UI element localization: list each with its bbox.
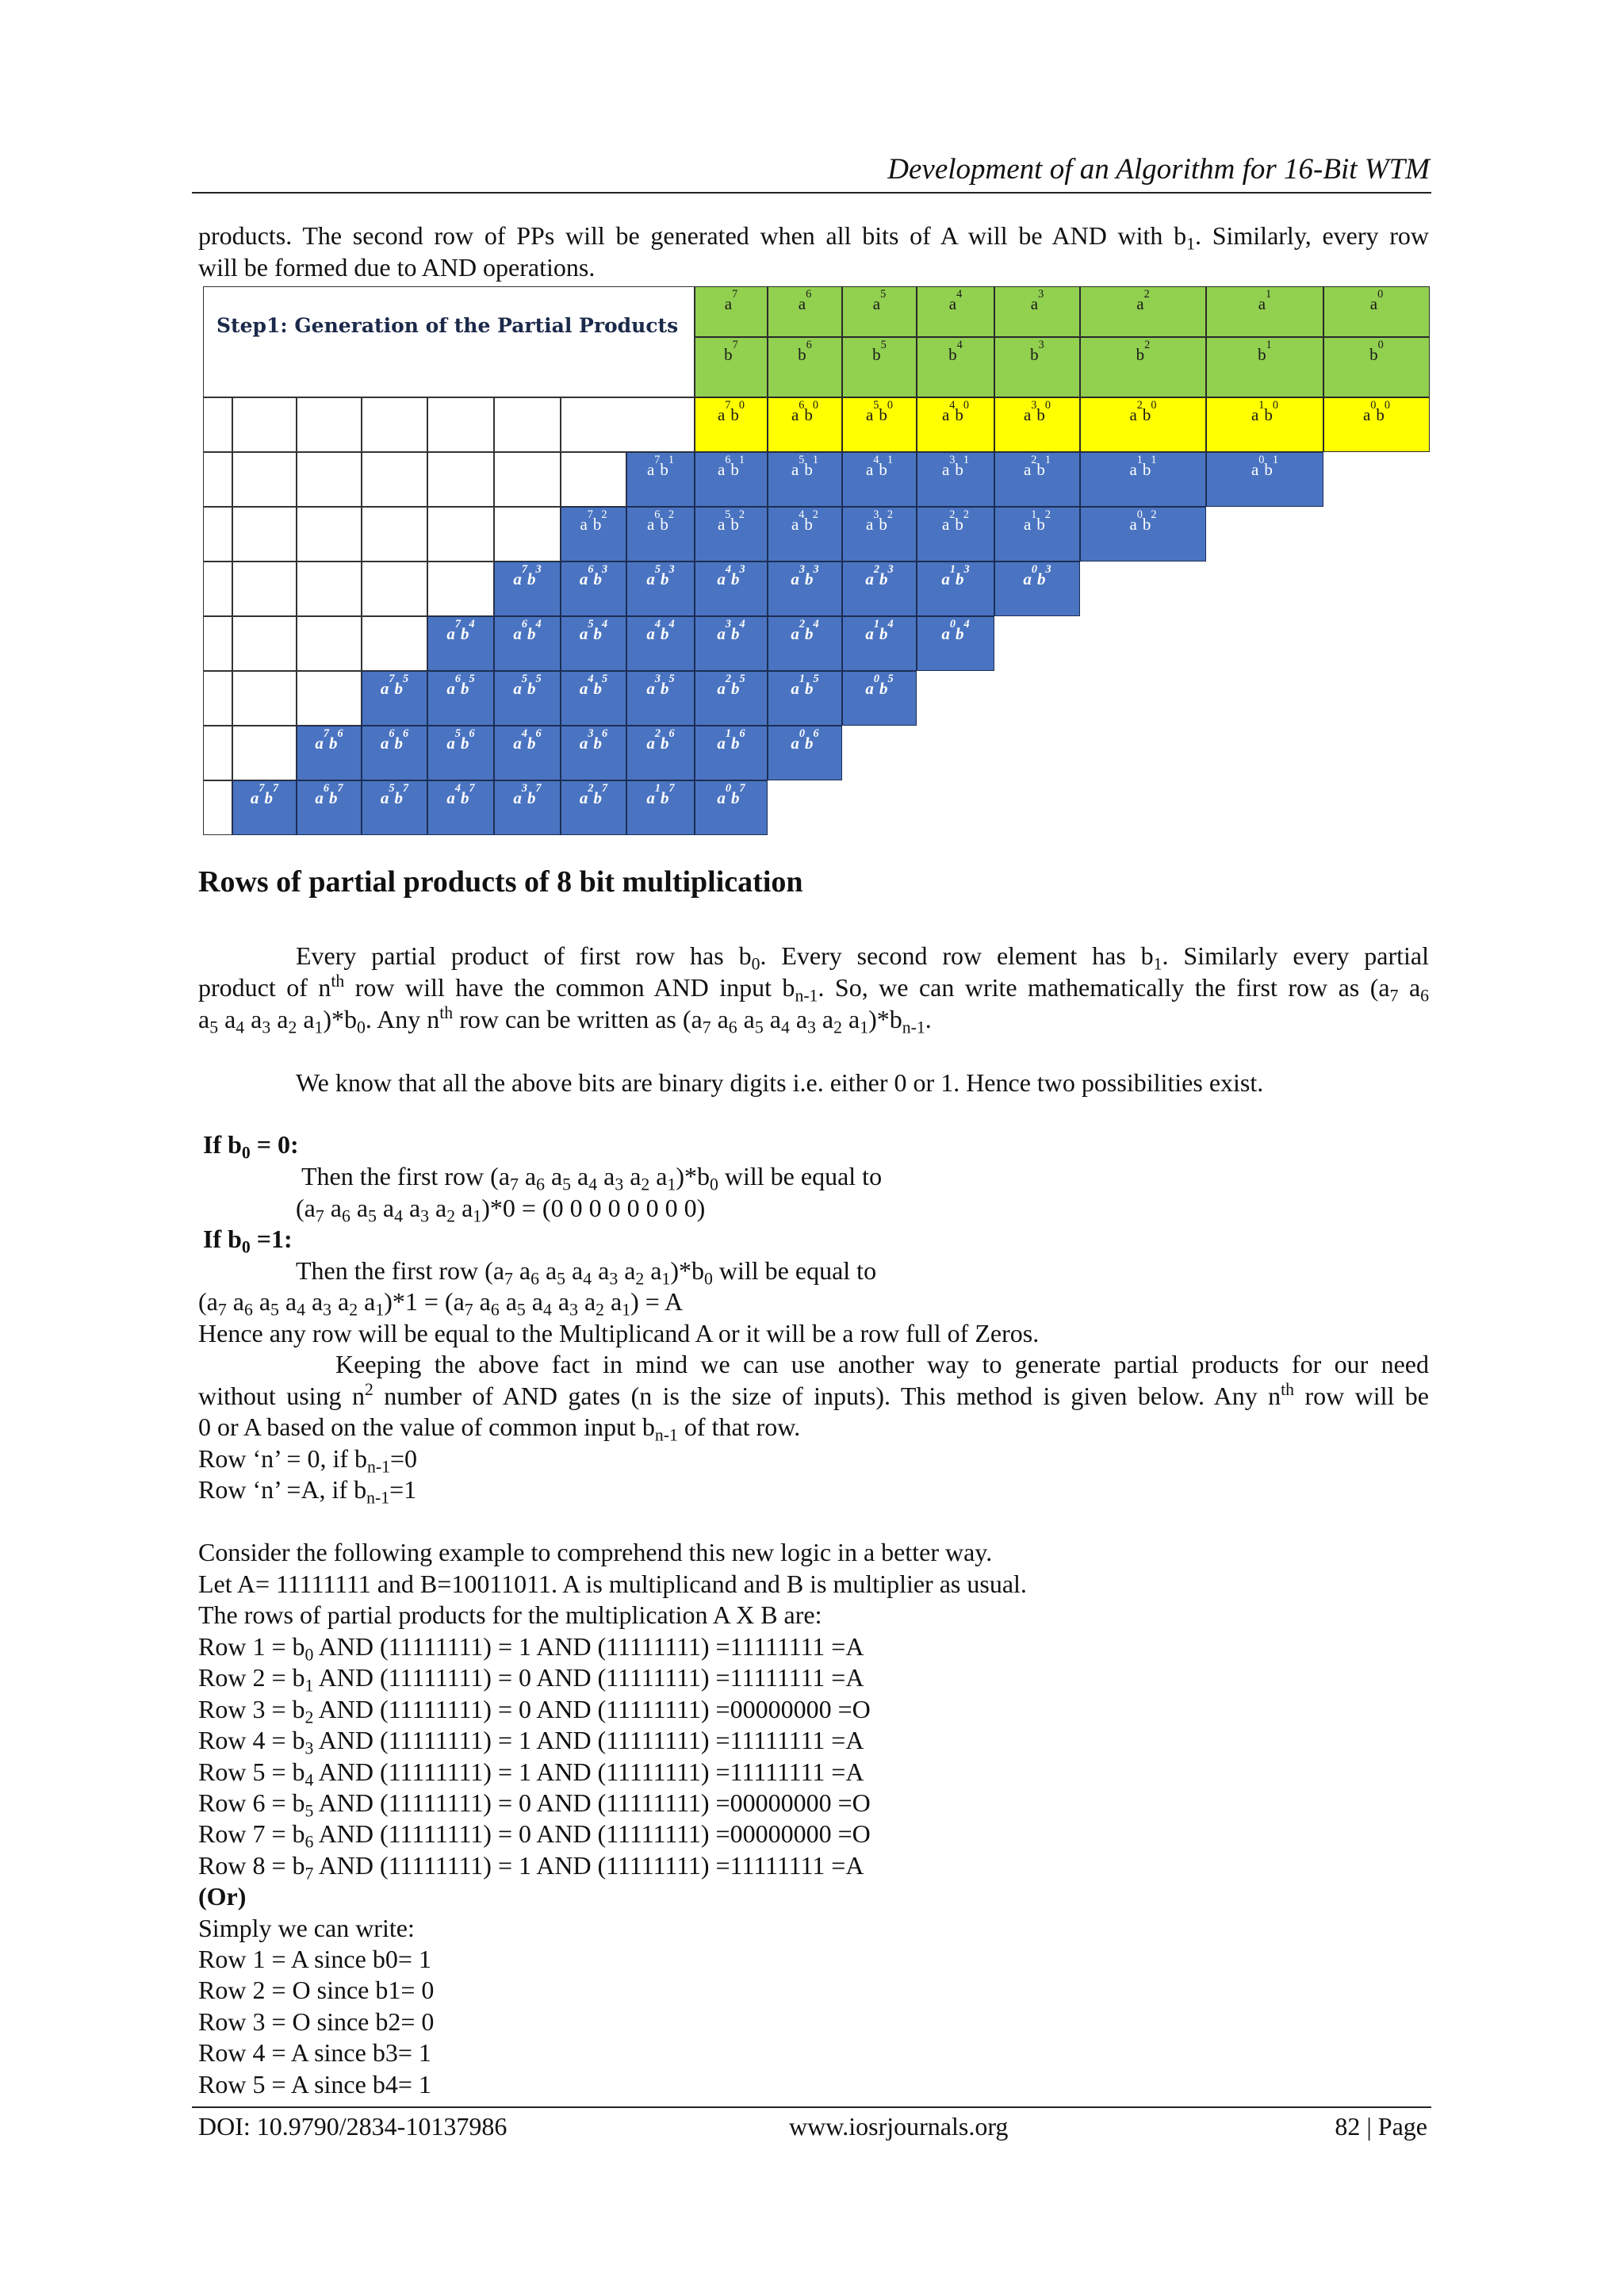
- grid-cell: [561, 452, 626, 507]
- example-intro: Consider the following example to comprehend this new logic in a better way.: [198, 1538, 993, 1566]
- example-row: Row $3 = b_2$ AND (11111111) = 0 AND (11111111) =00000000 =O: [198, 1694, 871, 1727]
- grid-cell: [427, 507, 494, 562]
- pp-cell: a 3 b 5: [626, 671, 695, 726]
- case0-line1: Then the first row ($a_7$ $a_6$ $a_5$ $a_4$ $a_3$ $a_2$ $a_1)*b_0$ will be equal to: [301, 1162, 883, 1194]
- b-cell: b 3: [994, 337, 1080, 397]
- a-cell: a 6: [768, 286, 842, 337]
- pp-cell: a 7 b 2: [561, 507, 626, 562]
- pp-cell: a 1 b 3: [917, 562, 994, 616]
- para1-line2: product of $n^{th}$ row will have the common AND input $b_{n-1}$. So, we can write mathematically the first row as ($a_7$ $a_6$: [198, 972, 1430, 1006]
- grid-cell: [297, 507, 362, 562]
- pp-cell: a 2 b 4: [768, 616, 842, 671]
- case1-label: If $b_0 =1$:: [203, 1225, 293, 1257]
- b-cell: b 7: [695, 337, 768, 397]
- grid-cell: [362, 452, 427, 507]
- grid-cell: [362, 616, 427, 671]
- pp-cell: a 5 b 6: [427, 726, 494, 780]
- a-cell: a 2: [1080, 286, 1206, 337]
- pp-cell: a 1 b 0: [1206, 397, 1323, 452]
- example-row: Row $6 = b_5$ AND (11111111) = 0 AND (11111111) =00000000 =O: [198, 1788, 871, 1821]
- a-cell: a 7: [695, 286, 768, 337]
- grid-cell: [203, 671, 232, 726]
- grid-cell: [203, 562, 232, 616]
- rule-zero: Row ‘n’ = 0, if $b_{n-1}=0$: [198, 1444, 418, 1477]
- pp-cell: a 4 b 2: [768, 507, 842, 562]
- grid-cell: [494, 452, 561, 507]
- pp-cell: a 2 b 2: [917, 507, 994, 562]
- pp-cell: a 3 b 1: [917, 452, 994, 507]
- pp-cell: a 2 b 7: [561, 780, 626, 835]
- or-label: (Or): [198, 1882, 247, 1911]
- pp-cell: a 3 b 2: [842, 507, 917, 562]
- pp-cell: a 0 b 2: [1080, 507, 1206, 562]
- grid-cell: [427, 562, 494, 616]
- pp-cell: a 7 b 4: [427, 616, 494, 671]
- pp-cell: a 4 b 3: [695, 562, 768, 616]
- pp-cell: a 4 b 5: [561, 671, 626, 726]
- footer-site: www.iosrjournals.org: [789, 2112, 1009, 2141]
- pp-cell: a 1 b 6: [695, 726, 768, 780]
- pp-cell: a 6 b 2: [626, 507, 695, 562]
- pp-cell: a 6 b 7: [297, 780, 362, 835]
- footer-rule: [192, 2106, 1431, 2108]
- example-row: Row $5 = b_4$ AND (11111111) = 1 AND (11111111) =11111111 =A: [198, 1757, 864, 1790]
- pp-cell: a 4 b 4: [626, 616, 695, 671]
- pp-cell: a 6 b 6: [362, 726, 427, 780]
- b-cell: b 5: [842, 337, 917, 397]
- pp-cell: a 2 b 6: [626, 726, 695, 780]
- grid-cell: [561, 397, 695, 452]
- grid-cell: [203, 452, 232, 507]
- pp-cell: a 3 b 6: [561, 726, 626, 780]
- pp-cell: a 5 b 5: [494, 671, 561, 726]
- pp-cell: a 7 b 6: [297, 726, 362, 780]
- pp-cell: a 5 b 3: [626, 562, 695, 616]
- pp-cell: a 5 b 1: [768, 452, 842, 507]
- para3-line1: Keeping the above fact in mind we can use another way to generate partial products for our need: [335, 1350, 1429, 1378]
- grid-cell: [232, 616, 297, 671]
- case0-label: If $b_0 = 0$:: [203, 1130, 299, 1163]
- grid-cell: [297, 671, 362, 726]
- pp-cell: a 2 b 3: [842, 562, 917, 616]
- grid-cell: [203, 780, 232, 835]
- pp-cell: a 6 b 4: [494, 616, 561, 671]
- pp-cell: a 3 b 7: [494, 780, 561, 835]
- pp-cell: a 7 b 3: [494, 562, 561, 616]
- grid-cell: [297, 452, 362, 507]
- pp-cell: a 1 b 5: [768, 671, 842, 726]
- grid-cell: [232, 507, 297, 562]
- hence-line: Hence any row will be equal to the Multiplicand A or it will be a row full of Zeros.: [198, 1319, 1040, 1347]
- example-row: Row $7 = b_6$ AND (11111111) = 0 AND (11111111) =00000000 =O: [198, 1819, 871, 1852]
- grid-cell: [362, 507, 427, 562]
- b-cell: b 2: [1080, 337, 1206, 397]
- pp-cell: a 3 b 4: [695, 616, 768, 671]
- example-row: Row $2 = b_1$ AND (11111111) = 0 AND (11111111) =11111111 =A: [198, 1663, 864, 1696]
- grid-cell: [203, 397, 232, 452]
- a-cell: a 0: [1323, 286, 1430, 337]
- grid-cell: [362, 562, 427, 616]
- pp-cell: a 4 b 0: [917, 397, 994, 452]
- a-cell: a 1: [1206, 286, 1323, 337]
- footer-page: 82 | Page: [1335, 2112, 1427, 2141]
- pp-cell: a 6 b 3: [561, 562, 626, 616]
- grid-cell: [297, 562, 362, 616]
- simple-row: Row 1 = A since b0= 1: [198, 1945, 431, 1973]
- pp-cell: a 7 b 7: [232, 780, 297, 835]
- grid-cell: [203, 616, 232, 671]
- grid-cell: [427, 452, 494, 507]
- para3-line3: 0 or A based on the value of common input $b_{n-1}$ of that row.: [198, 1412, 801, 1445]
- pp-cell: a 5 b 0: [842, 397, 917, 452]
- pp-cell: a 1 b 4: [842, 616, 917, 671]
- grid-cell: [232, 397, 297, 452]
- simple-row: Row 5 = A since b4= 1: [198, 2069, 431, 2099]
- example-row: Row $8 = b_7$ AND (11111111) = 1 AND (11111111) =11111111 =A: [198, 1850, 864, 1884]
- pp-cell: a 2 b 1: [994, 452, 1080, 507]
- pp-cell: a 5 b 4: [561, 616, 626, 671]
- b-cell: b 0: [1323, 337, 1430, 397]
- pp-cell: a 0 b 1: [1206, 452, 1323, 507]
- para1-line3: $a_5$ $a_4$ $a_3$ $a_2$ $a_1)*b_0$. Any $n^{th}$ row can be written as ($a_7$ $a_6$ $a_5$ $a_4$ $a_3$ $a_2$ $a_1)*b_{n-1}$.: [198, 1003, 932, 1037]
- grid-cell: [203, 507, 232, 562]
- grid-cell: [203, 726, 232, 780]
- pp-cell: a 4 b 6: [494, 726, 561, 780]
- grid-cell: [297, 397, 362, 452]
- intro-line-1: products. The second row of PPs will be generated when all bits of A will be AND with $b_1$. Similarly, every row: [198, 221, 1430, 254]
- step-label-box: [203, 286, 695, 397]
- grid-cell: [232, 671, 297, 726]
- pp-cell: a 0 b 5: [842, 671, 917, 726]
- footer-doi: DOI: 10.9790/2834-10137986: [198, 2112, 508, 2141]
- pp-cell: a 7 b 5: [362, 671, 427, 726]
- b-cell: b 6: [768, 337, 842, 397]
- case1-line2: ($a_7$ $a_6$ $a_5$ $a_4$ $a_3$ $a_2$ $a_1)*1 = (a_7$ $a_6$ $a_5$ $a_4$ $a_3$ $a_2$ $a_1) = A$: [198, 1287, 684, 1320]
- b-cell: b 1: [1206, 337, 1323, 397]
- intro-line-2: will be formed due to AND operations.: [198, 253, 596, 282]
- pp-cell: a 5 b 7: [362, 780, 427, 835]
- grid-cell: [427, 397, 494, 452]
- a-cell: a 3: [994, 286, 1080, 337]
- pp-cell: a 6 b 5: [427, 671, 494, 726]
- pp-cell: a 4 b 7: [427, 780, 494, 835]
- para3-line2: without using $n^2$ number of AND gates (n is the size of inputs). This method is given below. Any $n^{th}$ row will be: [198, 1380, 1430, 1410]
- grid-cell: [494, 507, 561, 562]
- case0-line2: ($a_7$ $a_6$ $a_5$ $a_4$ $a_3$ $a_2$ $a_1)*0 = (0$ 0 0 0 0 0 0 0): [296, 1194, 706, 1226]
- grid-cell: [494, 397, 561, 452]
- pp-cell: a 0 b 7: [695, 780, 768, 835]
- pp-cell: a 4 b 1: [842, 452, 917, 507]
- pp-cell: a 0 b 6: [768, 726, 842, 780]
- grid-cell: [297, 616, 362, 671]
- example-rows-intro: The rows of partial products for the multiplication A X B are:: [198, 1600, 822, 1629]
- pp-cell: a 6 b 1: [695, 452, 768, 507]
- grid-cell: [232, 562, 297, 616]
- a-cell: a 4: [917, 286, 994, 337]
- simple-row: Row 2 = O since b1= 0: [198, 1976, 435, 2005]
- pp-cell: a 2 b 5: [695, 671, 768, 726]
- pp-cell: a 7 b 1: [626, 452, 695, 507]
- pp-cell: a 1 b 7: [626, 780, 695, 835]
- running-title: Development of an Algorithm for 16-Bit WTM: [887, 153, 1430, 186]
- simply-line: Simply we can write:: [198, 1914, 415, 1942]
- grid-cell: [232, 726, 297, 780]
- pp-cell: a 0 b 3: [994, 562, 1080, 616]
- pp-cell: a 3 b 0: [994, 397, 1080, 452]
- pp-cell: a 2 b 0: [1080, 397, 1206, 452]
- b-cell: b 4: [917, 337, 994, 397]
- pp-cell: a 0 b 4: [917, 616, 994, 671]
- simple-row: Row 3 = O since b2= 0: [198, 2007, 435, 2036]
- a-cell: a 5: [842, 286, 917, 337]
- pp-cell: a 5 b 2: [695, 507, 768, 562]
- pp-cell: a 1 b 1: [1080, 452, 1206, 507]
- pp-cell: a 0 b 0: [1323, 397, 1430, 452]
- pp-cell: a 6 b 0: [768, 397, 842, 452]
- grid-cell: [232, 452, 297, 507]
- para1-line1: Every partial product of first row has $b_0$. Every second row element has $b_1$. Similarly every partial: [296, 941, 1430, 974]
- pp-cell: a 3 b 3: [768, 562, 842, 616]
- grid-cell: [362, 397, 427, 452]
- pp-cell: a 7 b 0: [695, 397, 768, 452]
- pp-cell: a 1 b 2: [994, 507, 1080, 562]
- header-rule: [192, 192, 1431, 194]
- case1-line1: Then the first row ($a_7$ $a_6$ $a_5$ $a_4$ $a_3$ $a_2$ $a_1)*b_0$ will be equal to: [296, 1256, 877, 1289]
- example-let: Let A= 11111111 and B=10011011. A is multiplicand and B is multiplier as usual.: [198, 1570, 1027, 1598]
- section-heading: Rows of partial products of 8 bit multiplication: [198, 865, 803, 899]
- simple-row: Row 4 = A since b3= 1: [198, 2038, 431, 2068]
- example-row: Row $1 = b_0$ AND (11111111) = 1 AND (11111111) =11111111 =A: [198, 1632, 864, 1665]
- step-label: Step1: Generation of the Partial Products: [216, 314, 679, 337]
- rule-a: Row ‘n’ =A, if $b_{n-1}=1$: [198, 1475, 417, 1508]
- para2: We know that all the above bits are binary digits i.e. either 0 or 1. Hence two possibilities exist.: [296, 1068, 1264, 1097]
- example-row: Row $4 = b_3$ AND (11111111) = 1 AND (11111111) =11111111 =A: [198, 1726, 864, 1758]
